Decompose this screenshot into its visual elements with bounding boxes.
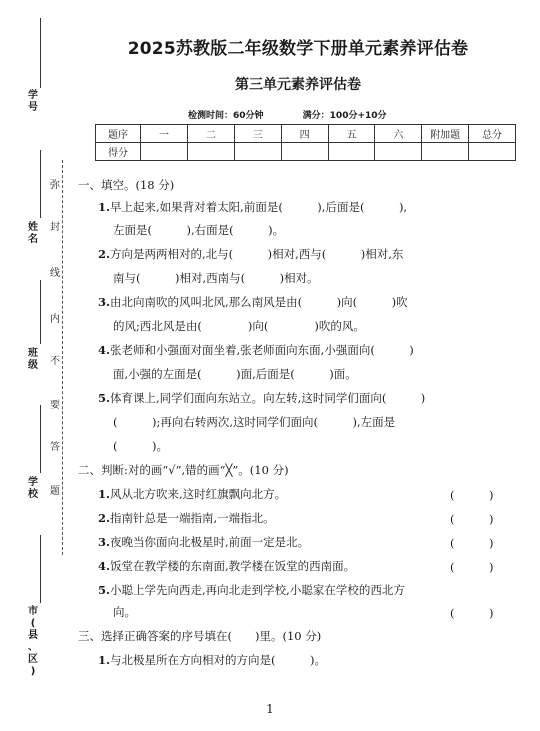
score-table [95,124,516,161]
question-number: 3. [98,535,111,549]
section1-q5 [98,391,425,405]
question-text: 风从北方吹来,这时红旗飘向北方。 [110,487,287,501]
score-header-cell: 五 [328,125,375,143]
score-header-cell: 一 [141,125,188,143]
question-number: 3. [98,295,111,309]
seal-char: 不 [50,356,60,367]
question-text: 与北极星所在方向相对的方向是( )。 [110,653,326,667]
question-number: 2. [98,511,111,525]
score-header-cell: 三 [234,125,281,143]
school-label: 学 校 [28,477,38,500]
exam-title: 2025苏教版二年级数学下册单元素养评估卷 [127,39,469,59]
question-number: 5. [98,583,111,597]
name-line[interactable] [40,150,41,218]
section1-q1-cont: 左面是( ),右面是( )。 [113,223,285,237]
score-header-cell: 二 [187,125,234,143]
seal-char: 内 [50,314,60,325]
answer-blank[interactable]: ( ) [450,560,494,574]
section2-heading: 二、判断:对的画“√”,错的画“╳”。(10 分) [78,463,289,477]
class-line[interactable] [40,280,41,344]
question-number: 1. [98,487,111,501]
question-text: 小聪上学先向西走,再向北走到学校,小聪家在学校的西北方 [110,583,405,597]
time-limit: 检测时间：60分钟 [188,111,264,121]
question-number: 2. [98,247,111,261]
section3-heading: 三、选择正确答案的序号填在( )里。(10 分) [78,629,322,643]
score-cell[interactable] [234,143,281,161]
section1-q3-cont: 的风;西北风是由( )向( )吹的风。 [113,319,365,333]
answer-blank[interactable]: ( ) [450,606,494,620]
section1-q4 [98,343,414,357]
city-line[interactable] [40,535,41,603]
judge-item-5 [98,583,405,597]
seal-char: 弥 [50,180,60,191]
score-header-cell: 总分 [469,125,516,143]
seal-char: 封 [50,222,60,233]
question-number: 1. [98,200,111,214]
question-number: 4. [98,559,111,573]
question-text: 方向是两两相对的,北与( )相对,西与( )相对,东 [110,247,404,261]
score-cell[interactable] [328,143,375,161]
judge-item-3 [98,535,309,549]
section1-q1 [98,200,407,214]
seal-char: 线 [50,268,60,279]
seal-char: 答 [50,442,60,453]
section1-q5-cont: ( );再向右转两次,这时同学们面向( ),左面是 [113,415,396,429]
choice-item-1 [98,653,326,667]
exam-meta [188,108,423,121]
score-cell[interactable] [375,143,422,161]
score-cell[interactable] [187,143,234,161]
section1-q5-cont2: ( )。 [113,439,168,453]
question-number: 5. [98,391,111,405]
judge-item-5-cont: 向。 [113,605,136,619]
exam-subtitle: 第三单元素养评估卷 [235,77,361,93]
score-header-cell: 附加题 [422,125,469,143]
score-header-cell: 六 [375,125,422,143]
question-text: 饭堂在教学楼的东南面,教学楼在饭堂的西南面。 [110,559,356,573]
score-cell[interactable] [281,143,328,161]
judge-item-1 [98,487,286,501]
section1-q3 [98,295,408,309]
answer-blank[interactable]: ( ) [450,488,494,502]
score-header-cell: 题序 [96,125,141,143]
question-text: 早上起来,如果背对着太阳,前面是( ),后面是( ), [110,200,408,214]
seal-char: 要 [50,400,60,411]
score-cell[interactable] [141,143,188,161]
question-number: 4. [98,343,111,357]
city-label: 市 ( 县 、 区 ) [28,606,38,677]
section1-q2 [98,247,403,261]
school-line[interactable] [40,405,41,473]
score-table-header-row [96,125,516,143]
judge-item-4 [98,559,355,573]
score-table-score-row [96,143,516,161]
section1-heading: 一、填空。(18 分) [78,178,175,192]
student-id-label: 学 号 [28,90,38,113]
question-text: 夜晚当你面向北极星时,前面一定是北。 [110,535,310,549]
score-cell[interactable] [422,143,469,161]
score-header-cell: 四 [281,125,328,143]
binding-strip [0,0,70,731]
score-row-label: 得分 [96,143,141,161]
judge-item-2 [98,511,275,525]
score-cell[interactable] [469,143,516,161]
answer-blank[interactable]: ( ) [450,512,494,526]
full-score: 满分：100分+10分 [302,111,387,121]
section1-q2-cont: 南与( )相对,西南与( )相对。 [113,271,319,285]
answer-blank[interactable]: ( ) [450,536,494,550]
question-number: 1. [98,653,111,667]
name-label: 姓 名 [28,222,38,245]
page-number: 1 [266,702,274,716]
seal-line [62,160,63,555]
section1-q4-cont: 面,小强的左面是( )面,后面是( )面。 [113,367,357,381]
seal-char: 题 [50,486,60,497]
question-text: 张老师和小强面对面坐着,张老师面向东面,小强面向( ) [110,343,414,357]
id-line[interactable] [40,18,41,88]
class-label: 班 级 [28,348,38,371]
question-text: 指南针总是一端指南,一端指北。 [110,511,275,525]
question-text: 体育课上,同学们面向东站立。向左转,这时同学们面向( ) [110,391,426,405]
question-text: 由北向南吹的风叫北风,那么南风是由( )向( )吹 [110,295,408,309]
